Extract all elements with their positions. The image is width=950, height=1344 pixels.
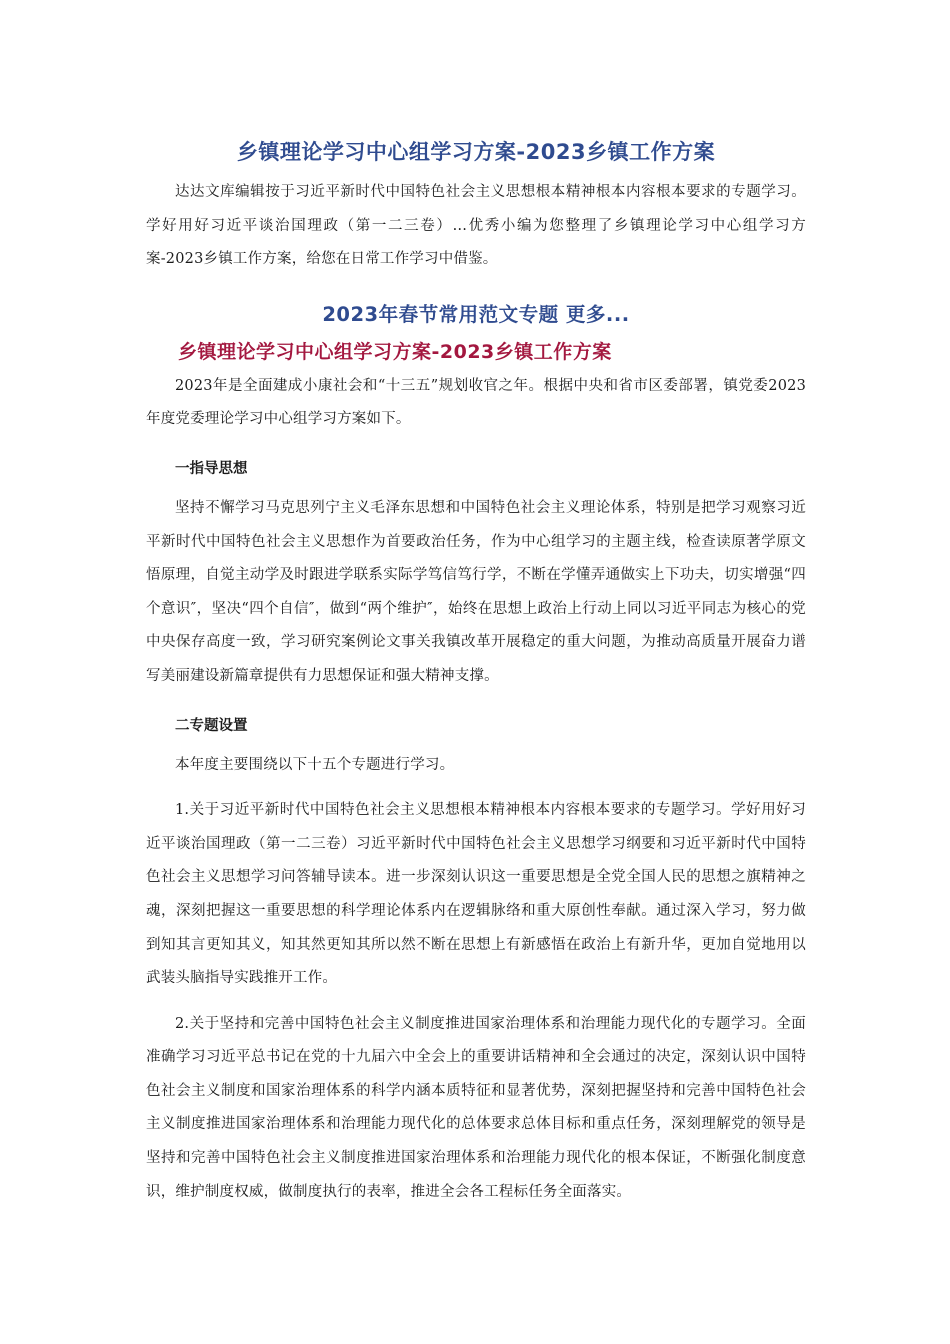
- special-topic-link[interactable]: 2023年春节常用范文专题 更多...: [322, 302, 630, 326]
- guiding-ideology-paragraph: 坚持不懈学习马克思列宁主义毛泽东思想和中国特色社会主义理论体系，特别是把学习观察习近平新时代中国特色社会主义思想作为首要政治任务，作为中心组学习的主题主线，检查读原著学原文悟原理，自觉主动学及时跟进学联系实际学笃信笃行学，不断在学懂弄通做实上下功夫，切实增强“四个意识″，坚决“四个自信″，做到“两个维护″，始终在思想上政治上行动上同以习近平同志为核心的党中央保存高度一致，学习研究案例论文事关我镇改革开展稳定的重大问题，为推动高质量开展奋力谱写美丽建设新篇章提供有力思想保证和强大精神支撑。: [146, 499, 806, 684]
- topic-item-2: 2.关于坚持和完善中国特色社会主义制度推进国家治理体系和治理能力现代化的专题学习。全面准确学习习近平总书记在党的十九届六中全会上的重要讲话精神和全会通过的决定，深刻认识中国特色社会主义制度和国家治理体系的科学内涵本质特征和显著优势，深刻把握坚持和完善中国特色社会主义制度推进国家治理体系和治理能力现代化的总体要求总体目标和重点任务，深刻理解党的领导是坚持和完善中国特色社会主义制度推进国家治理体系和治理能力现代化的根本保证，不断强化制度意识，维护制度权威，做制度执行的表率，推进全会各工程标任务全面落实。: [146, 1015, 806, 1200]
- document-title: 乡镇理论学习中心组学习方案-2023乡镇工作方案: [236, 140, 716, 164]
- topics-intro-paragraph: 本年度主要围绕以下十五个专题进行学习。: [175, 756, 455, 773]
- document-page: [146, 128, 806, 1209]
- intro-paragraph: 达达文库编辑按于习近平新时代中国特色社会主义思想根本精神根本内容根本要求的专题学习。学好用好习近平谈治国理政（第一二三卷）…优秀小编为您整理了乡镇理论学习中心组学习方案-2023乡镇工作方案，给您在日常工作学习中借鉴。: [146, 184, 806, 268]
- section-heading-topics: 二专题设置: [175, 717, 248, 734]
- article-subtitle: 乡镇理论学习中心组学习方案-2023乡镇工作方案: [178, 340, 612, 363]
- topic-item-1: 1.关于习近平新时代中国特色社会主义思想根本精神根本内容根本要求的专题学习。学好用好习近平谈治国理政（第一二三卷）习近平新时代中国特色社会主义思想学习纲要和习近平新时代中国特色社会主义思想学习问答辅导读本。进一步深刻认识这一重要思想是全党全国人民的思想之旗精神之魂，深刻把握这一重要思想的科学理论体系内在逻辑脉络和重大原创性奉献。通过深入学习，努力做到知其言更知其义，知其然更知其所以然不断在思想上有新感悟在政治上有新升华，更加自觉地用以武装头脑指导实践推开工作。: [146, 802, 806, 987]
- opening-paragraph: 2023年是全面建成小康社会和“十三五”规划收官之年。根据中央和省市区委部署，镇党委2023年度党委理论学习中心组学习方案如下。: [146, 377, 806, 428]
- section-heading-guiding-ideology: 一指导思想: [175, 460, 248, 477]
